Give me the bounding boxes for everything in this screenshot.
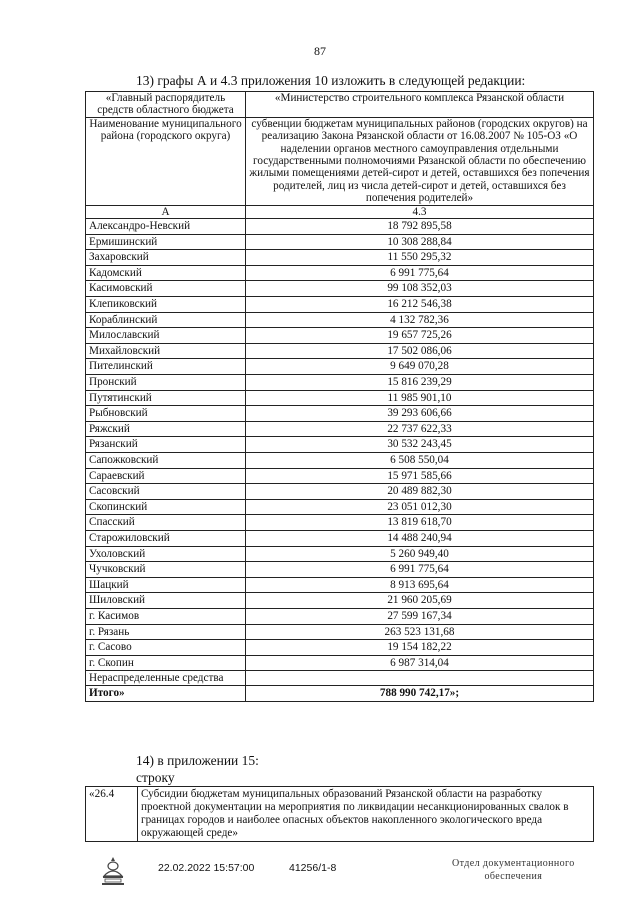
table-row <box>86 608 594 624</box>
district-amount: 20 489 882,30 <box>246 484 594 500</box>
district-amount: 6 508 550,04 <box>246 452 594 468</box>
district-name-label: Наименование муниципального района (городского округа) <box>86 117 246 205</box>
district-amount: 14 488 240,94 <box>246 530 594 546</box>
table-row <box>86 437 594 453</box>
subsidy-text: Субсидии бюджетам муниципальных образований Рязанской области на разработку проектной документации на мероприятия по ликвидации несанкционированных свалок в границах городов и наиболее опасных объектов накопленного экологического вреда окружающей среде» <box>138 787 594 842</box>
district-amount: 19 657 725,26 <box>246 328 594 344</box>
district-name: Шиловский <box>86 593 246 609</box>
district-name: Шацкий <box>86 577 246 593</box>
total-label: Итого» <box>86 686 246 702</box>
distributor-value: «Министерство строительного комплекса Рязанской области <box>246 92 594 118</box>
district-amount: 8 913 695,64 <box>246 577 594 593</box>
unallocated-amount <box>246 671 594 686</box>
district-name: Клепиковский <box>86 297 246 313</box>
table-row <box>86 312 594 328</box>
district-amount: 23 051 012,30 <box>246 499 594 515</box>
table-row <box>86 593 594 609</box>
district-name: Рязанский <box>86 437 246 453</box>
table-row <box>86 234 594 250</box>
column-43-header: 4.3 <box>246 205 594 218</box>
table-row <box>86 390 594 406</box>
district-amount: 99 108 352,03 <box>246 281 594 297</box>
district-name: Рыбновский <box>86 406 246 422</box>
district-amount: 16 212 546,38 <box>246 297 594 313</box>
page-number: 87 <box>314 44 326 58</box>
subvention-description: субвенции бюджетам муниципальных районов (городских округов) на реализацию Закона Рязанской области от 16.08.2007 № 105-ОЗ «О наделении органов местного самоуправления отдельными государственными полномочиями Рязанской области по обеспечению жилыми помещениями детей-сирот и детей, оставшихся без попечения родителей, лиц из числа детей-сирот и детей, оставшихся без попечения родителей» <box>246 117 594 205</box>
district-amount: 15 816 239,29 <box>246 375 594 391</box>
district-amount: 15 971 585,66 <box>246 468 594 484</box>
table-row <box>86 655 594 671</box>
duma-emblem-icon <box>96 854 130 888</box>
appendix-table <box>85 91 594 702</box>
district-name: г. Касимов <box>86 608 246 624</box>
district-name: Чучковский <box>86 562 246 578</box>
district-name: Сасовский <box>86 484 246 500</box>
table-row <box>86 375 594 391</box>
table-row <box>86 250 594 266</box>
district-name: Александро-Невский <box>86 219 246 235</box>
district-amount: 30 532 243,45 <box>246 437 594 453</box>
district-name: Ряжский <box>86 421 246 437</box>
district-name: Сапожковский <box>86 452 246 468</box>
district-name: Старожиловский <box>86 530 246 546</box>
district-amount: 9 649 070,28 <box>246 359 594 375</box>
table-row <box>86 624 594 640</box>
unallocated-row <box>86 671 594 686</box>
subsidy-row <box>86 787 594 842</box>
district-name: Ухоловский <box>86 546 246 562</box>
table-row <box>86 452 594 468</box>
table-row <box>86 343 594 359</box>
district-name: Скопинский <box>86 499 246 515</box>
footer-doc-number: 41256/1-8 <box>289 862 337 874</box>
district-name: Захаровский <box>86 250 246 266</box>
district-name: Пителинский <box>86 359 246 375</box>
district-amount: 10 308 288,84 <box>246 234 594 250</box>
column-index-row <box>86 205 594 218</box>
district-amount: 6 991 775,64 <box>246 265 594 281</box>
table-row <box>86 515 594 531</box>
district-amount: 5 260 949,40 <box>246 546 594 562</box>
district-amount: 11 550 295,32 <box>246 250 594 266</box>
table-row <box>86 281 594 297</box>
footer-date: 22.02.2022 15:57:00 <box>158 862 255 874</box>
item-14-heading: 14) в приложении 15: <box>136 753 259 768</box>
table-row <box>86 546 594 562</box>
district-amount: 22 737 622,33 <box>246 421 594 437</box>
district-name: Спасский <box>86 515 246 531</box>
district-amount: 39 293 606,66 <box>246 406 594 422</box>
table-row <box>86 640 594 656</box>
district-amount: 21 960 205,69 <box>246 593 594 609</box>
district-amount: 18 792 895,58 <box>246 219 594 235</box>
table-row <box>86 530 594 546</box>
district-name: г. Сасово <box>86 640 246 656</box>
district-amount: 6 991 775,64 <box>246 562 594 578</box>
district-name: Пронский <box>86 375 246 391</box>
district-amount: 13 819 618,70 <box>246 515 594 531</box>
header-row-subvention <box>86 117 594 205</box>
appendix-15-row-table <box>85 786 594 842</box>
district-amount: 27 599 167,34 <box>246 608 594 624</box>
district-amount: 17 502 086,06 <box>246 343 594 359</box>
table-row <box>86 265 594 281</box>
subsidy-code: «26.4 <box>86 787 138 842</box>
district-name: Кадомский <box>86 265 246 281</box>
header-row-distributor <box>86 92 594 118</box>
table-row <box>86 328 594 344</box>
table-row <box>86 484 594 500</box>
unallocated-label: Нераспределенные средства <box>86 671 246 686</box>
district-amount: 4 132 782,36 <box>246 312 594 328</box>
table-row <box>86 406 594 422</box>
total-amount: 788 990 742,17»; <box>246 686 594 702</box>
table-row <box>86 359 594 375</box>
table-row <box>86 468 594 484</box>
district-name: Милославский <box>86 328 246 344</box>
table-row <box>86 499 594 515</box>
stamp-line-2: обеспечения <box>484 871 543 882</box>
column-a-header: А <box>86 205 246 218</box>
district-name: Сараевский <box>86 468 246 484</box>
table-row <box>86 219 594 235</box>
district-name: Касимовский <box>86 281 246 297</box>
district-name: г. Рязань <box>86 624 246 640</box>
stamp-line-1: Отдел документационного <box>452 858 575 869</box>
district-amount: 19 154 182,22 <box>246 640 594 656</box>
district-name: Ермишинский <box>86 234 246 250</box>
district-name: Путятинский <box>86 390 246 406</box>
table-row <box>86 297 594 313</box>
table-row <box>86 577 594 593</box>
distributor-label: «Главный распорядитель средств областного бюджета <box>86 92 246 118</box>
department-stamp <box>452 857 575 883</box>
district-amount: 11 985 901,10 <box>246 390 594 406</box>
amendment-heading: 13) графы А и 4.3 приложения 10 изложить в следующей редакции: <box>136 73 526 88</box>
district-amount: 6 987 314,04 <box>246 655 594 671</box>
district-name: Кораблинский <box>86 312 246 328</box>
total-row <box>86 686 594 702</box>
district-name: Михайловский <box>86 343 246 359</box>
stroku-label: строку <box>136 770 175 785</box>
district-name: г. Скопин <box>86 655 246 671</box>
table-row <box>86 421 594 437</box>
table-row <box>86 562 594 578</box>
district-amount: 263 523 131,68 <box>246 624 594 640</box>
